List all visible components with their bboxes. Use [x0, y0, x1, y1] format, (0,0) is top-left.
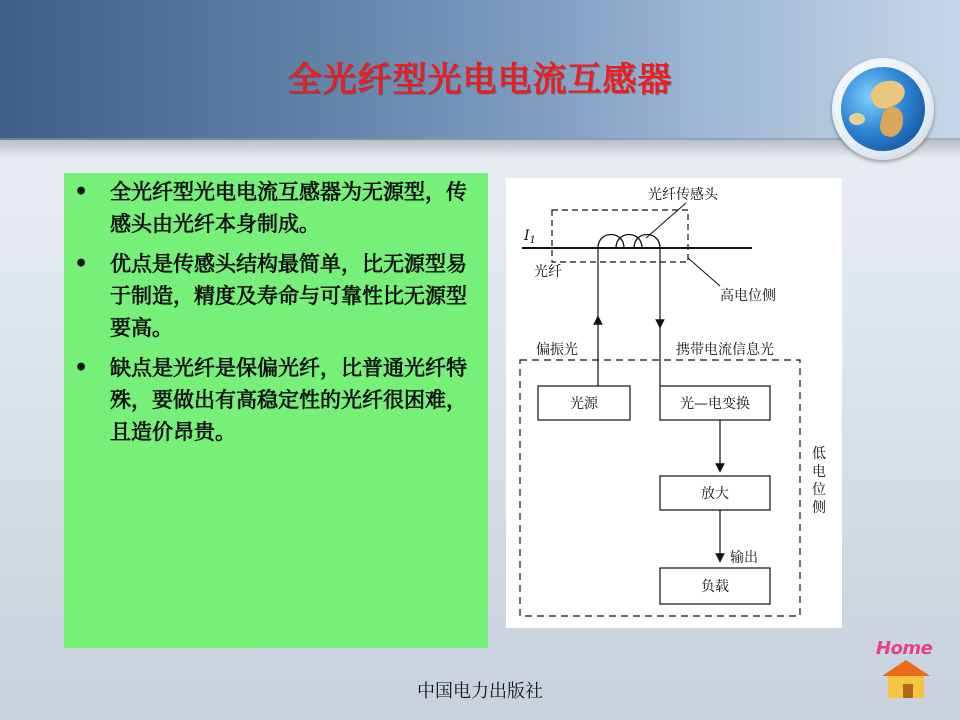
fiber-label: 光纤: [534, 264, 562, 280]
bullet-item: [64, 352, 488, 448]
high-side-box: [552, 210, 688, 262]
oe-convert-label: 光—电变换: [680, 396, 750, 412]
house-door: [903, 684, 913, 698]
bullet-item: [64, 248, 488, 344]
globe-land: [849, 113, 865, 125]
info-light-label: 携带电流信息光: [676, 342, 774, 358]
publisher-footer: 中国电力出版社: [417, 681, 543, 702]
bullet-dot: •: [74, 355, 89, 381]
bullet-item: [64, 176, 488, 240]
header-shadow: [0, 138, 960, 158]
globe-earth: [841, 67, 925, 151]
fiber-coil: [598, 235, 624, 249]
low-side-char: 低: [812, 446, 826, 462]
low-side-char: 位: [812, 482, 826, 498]
bullet-text: 全光纤型光电电流互感器为无源型，传感头由光纤本身制成。: [110, 179, 467, 236]
polarized-light-label: 偏振光: [536, 342, 578, 358]
sensor-head-leader: [646, 203, 686, 238]
load-label: 负载: [701, 579, 729, 595]
light-source-label: 光源: [570, 396, 598, 412]
current-symbol: $I_1$: [524, 228, 536, 246]
globe-icon: [832, 58, 934, 160]
home-label: Home: [876, 638, 933, 659]
globe-land: [877, 105, 906, 140]
ct-diagram: [506, 178, 842, 628]
output-label: 输出: [730, 550, 758, 566]
amplify-label: 放大: [701, 486, 729, 502]
diagram-svg: [506, 178, 842, 628]
bullet-dot: •: [74, 251, 89, 277]
house-roof: [882, 660, 930, 676]
low-side-char: 电: [812, 464, 826, 480]
high-side-label: 高电位侧: [720, 288, 776, 304]
fiber-coil: [616, 235, 642, 249]
bullet-dot: •: [74, 179, 89, 205]
slide-title: 全光纤型光电电流互感器: [287, 60, 673, 100]
high-side-leader: [688, 258, 720, 286]
low-side-char: 侧: [812, 500, 826, 516]
bullet-list: [64, 176, 488, 456]
sensor-head-label: 光纤传感头: [648, 187, 718, 203]
home-button[interactable]: [876, 636, 942, 702]
bullet-text: 缺点是光纤是保偏光纤，比普通光纤特殊，要做出有高稳定性的光纤很困难，且造价昂贵。: [110, 355, 467, 444]
bullet-text: 优点是传感头结构最简单，比无源型易于制造，精度及寿命与可靠性比无源型要高。: [110, 251, 467, 340]
